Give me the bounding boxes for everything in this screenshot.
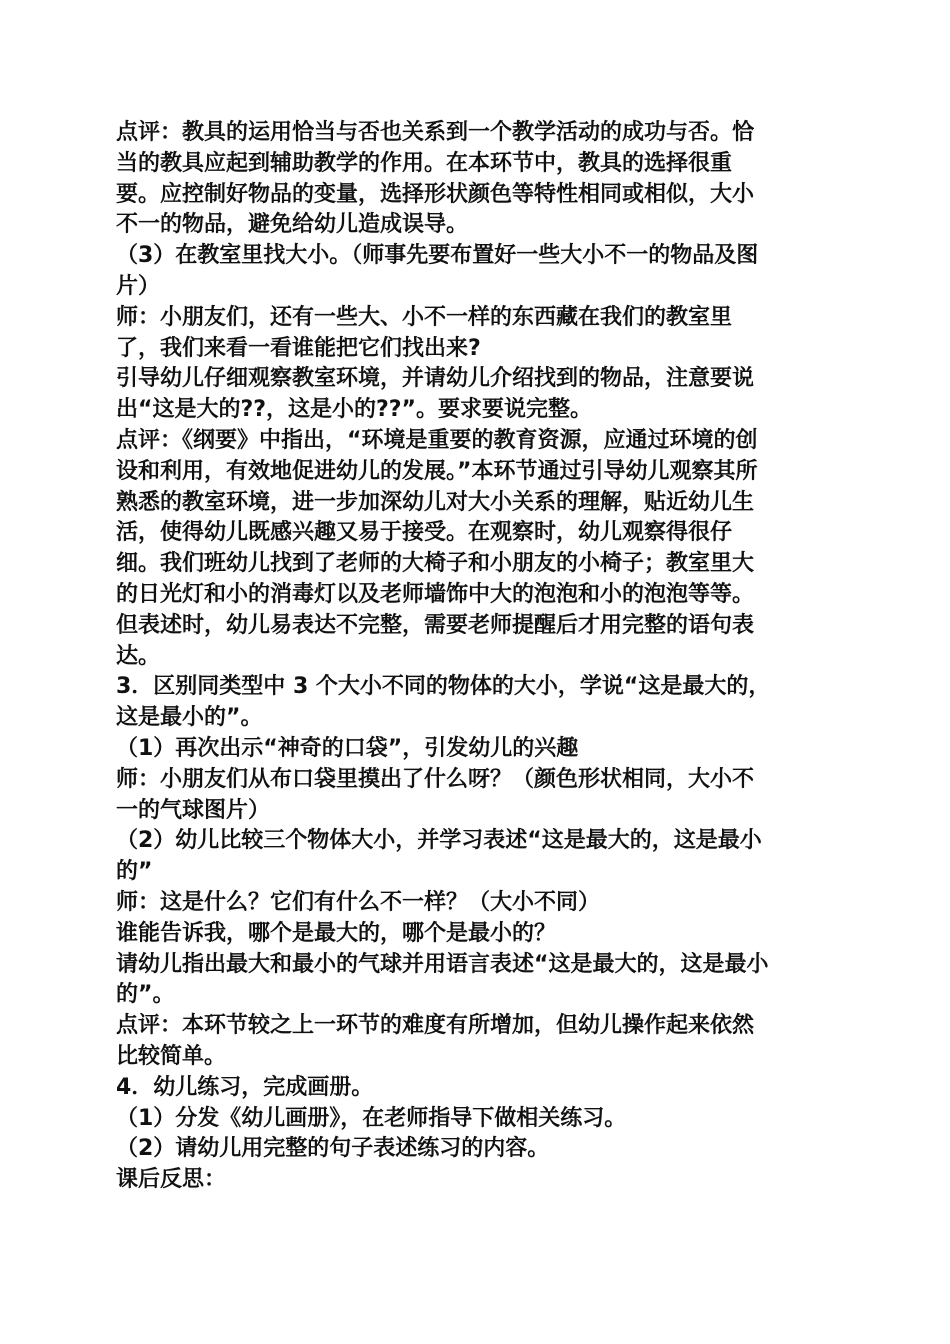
paragraph-line: 课后反思： [116, 1167, 227, 1193]
paragraph-line: （1）再次出示“神奇的口袋”，引发幼儿的兴趣 [116, 735, 579, 761]
paragraph-line: 要。应控制好物品的变量，选择形状颜色等特性相同或相似，大小 [116, 181, 755, 207]
paragraph-line: 谁能告诉我，哪个是最大的，哪个是最小的？ [116, 920, 557, 946]
paragraph-line: 师：这是什么？它们有什么不一样？（大小不同） [116, 889, 601, 915]
paragraph-line: 设和利用，有效地促进幼儿的发展。”本环节通过引导幼儿观察其所 [116, 458, 758, 484]
paragraph-line: 师：小朋友们，还有一些大、小不一样的东西藏在我们的教室里 [116, 304, 733, 330]
paragraph-line: 这是最小的”。 [116, 705, 263, 731]
paragraph-line: 一的气球图片） [116, 797, 271, 823]
paragraph-line: 的” [116, 859, 153, 885]
paragraph-line: 达。 [116, 643, 161, 669]
paragraph-line: 熟悉的教室环境，进一步加深幼儿对大小关系的理解，贴近幼儿生 [116, 489, 755, 515]
paragraph-line: （2）幼儿比较三个物体大小，并学习表述“这是最大的，这是最小 [116, 828, 762, 854]
paragraph-line: 不一的物品，避免给幼儿造成误导。 [116, 212, 469, 238]
paragraph-line: 细。我们班幼儿找到了老师的大椅子和小朋友的小椅子；教室里大 [116, 551, 755, 577]
paragraph-line: 但表述时，幼儿易表达不完整，需要老师提醒后才用完整的语句表 [116, 612, 755, 638]
paragraph-line: （2）请幼儿用完整的句子表述练习的内容。 [116, 1136, 550, 1162]
paragraph-line: （3）在教室里找大小。（师事先要布置好一些大小不一的物品及图 [116, 243, 759, 269]
paragraph-line: 3．区别同类型中 3 个大小不同的物体的大小，学说“这是最大的， [116, 674, 771, 700]
document-body [116, 118, 836, 1196]
paragraph-line: （1）分发《幼儿画册》，在老师指导下做相关练习。 [116, 1105, 627, 1131]
paragraph-line: 请幼儿指出最大和最小的气球并用语言表述“这是最大的，这是最小 [116, 951, 769, 977]
paragraph-line: 了，我们来看一看谁能把它们找出来? [116, 335, 481, 361]
paragraph-line: 活，使得幼儿既感兴趣又易于接受。在观察时，幼儿观察得很仔 [116, 520, 733, 546]
paragraph-line: 比较简单。 [116, 1043, 227, 1069]
paragraph-line: 当的教具应起到辅助教学的作用。在本环节中，教具的选择很重 [116, 150, 733, 176]
paragraph-line: 师：小朋友们从布口袋里摸出了什么呀？（颜色形状相同，大小不 [116, 766, 755, 792]
paragraph-line: 片） [116, 273, 161, 299]
paragraph-line: 点评：教具的运用恰当与否也关系到一个教学活动的成功与否。恰 [116, 120, 755, 145]
paragraph-line: 的日光灯和小的消毒灯以及老师墙饰中大的泡泡和小的泡泡等等。 [116, 581, 755, 607]
paragraph-line: 引导幼儿仔细观察教室环境，并请幼儿介绍找到的物品，注意要说 [116, 366, 755, 392]
paragraph-line: 点评：《纲要》中指出，“环境是重要的教育资源，应通过环境的创 [116, 427, 758, 453]
paragraph-line: 出“这是大的??，这是小的??”。要求要说完整。 [116, 397, 592, 423]
paragraph-line: 点评：本环节较之上一环节的难度有所增加，但幼儿操作起来依然 [116, 1013, 755, 1039]
paragraph-line: 的”。 [116, 982, 175, 1008]
paragraph-line: 4．幼儿练习，完成画册。 [116, 1074, 374, 1100]
